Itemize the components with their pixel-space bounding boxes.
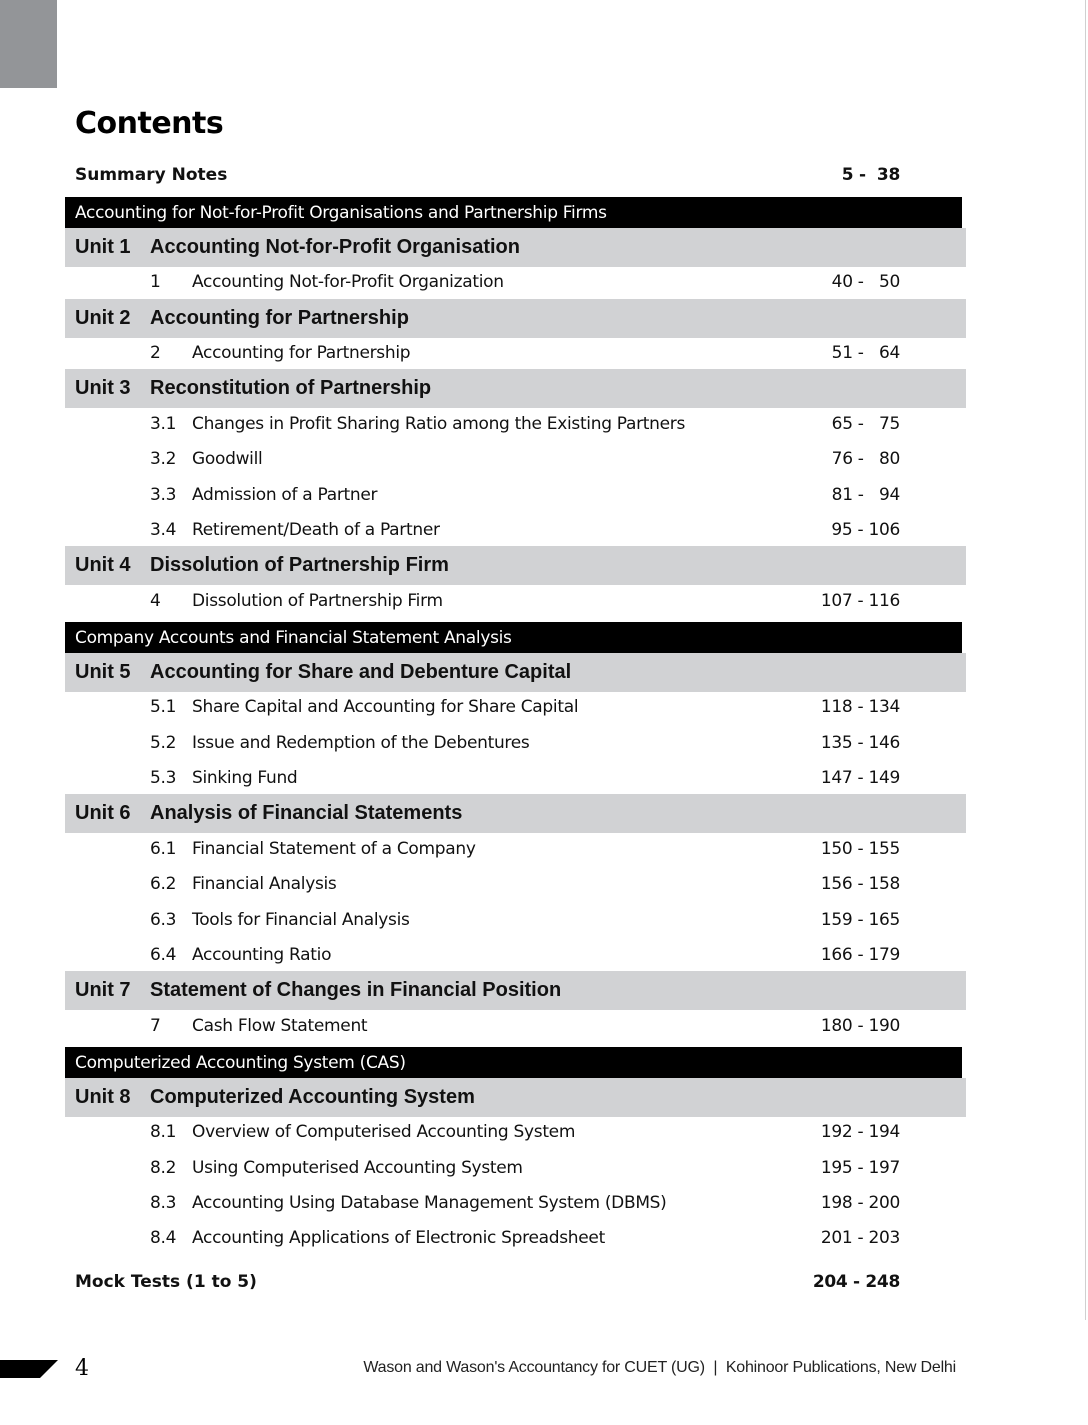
chapter-number: 8.4 bbox=[150, 1227, 177, 1248]
page-range: 156 - 158 bbox=[820, 873, 900, 894]
chapter-title: Changes in Profit Sharing Ratio among the Existing Partners bbox=[192, 413, 686, 434]
unit-row[interactable] bbox=[65, 299, 966, 338]
section-label: Accounting for Not-for-Profit Organisations and Partnership Firms bbox=[75, 202, 607, 223]
chapter-title: Accounting Not-for-Profit Organization bbox=[192, 271, 504, 292]
page-number: 4 bbox=[75, 1356, 89, 1381]
page-edge-rule bbox=[1085, 0, 1086, 1320]
chapter-title: Dissolution of Partnership Firm bbox=[192, 590, 443, 611]
chapter-title: Retirement/Death of a Partner bbox=[192, 519, 440, 540]
chapter-row[interactable] bbox=[65, 902, 966, 937]
section-header bbox=[65, 1047, 962, 1078]
page-range: 5 - 38 bbox=[841, 165, 900, 185]
chapter-row[interactable] bbox=[65, 866, 966, 901]
footer-credit: Wason and Wason's Accountancy for CUET (UG) | Kohinoor Publications, New Delhi bbox=[363, 1359, 956, 1376]
page-range: 166 - 179 bbox=[820, 944, 900, 965]
chapter-title: Accounting for Partnership bbox=[192, 342, 411, 363]
chapter-row[interactable] bbox=[65, 441, 966, 476]
unit-number: Unit 1 bbox=[75, 236, 131, 258]
chapter-number: 8.3 bbox=[150, 1192, 177, 1213]
chapter-row[interactable] bbox=[65, 937, 966, 972]
chapter-title: Overview of Computerised Accounting System bbox=[192, 1121, 576, 1142]
chapter-number: 3.3 bbox=[150, 484, 177, 505]
page-range: 195 - 197 bbox=[820, 1157, 900, 1178]
chapter-row[interactable] bbox=[65, 512, 966, 547]
unit-title: Accounting for Partnership bbox=[150, 307, 409, 329]
page-range: 40 - 50 bbox=[831, 271, 900, 292]
chapter-row[interactable] bbox=[65, 1185, 966, 1220]
chapter-title: Issue and Redemption of the Debentures bbox=[192, 732, 530, 753]
chapter-title: Admission of a Partner bbox=[192, 484, 378, 505]
chapter-number: 1 bbox=[150, 271, 161, 292]
page-range: 107 - 116 bbox=[820, 590, 900, 611]
chapter-title: Sinking Fund bbox=[192, 767, 298, 788]
entry-label: Summary Notes bbox=[75, 165, 228, 185]
corner-tab-decoration bbox=[0, 0, 57, 88]
unit-title: Analysis of Financial Statements bbox=[150, 802, 463, 824]
toc-entry-summary-notes[interactable] bbox=[65, 160, 966, 190]
unit-row[interactable] bbox=[65, 971, 966, 1010]
chapter-title: Accounting Applications of Electronic Spreadsheet bbox=[192, 1227, 605, 1248]
unit-number: Unit 7 bbox=[75, 979, 131, 1001]
page-range: 204 - 248 bbox=[812, 1272, 900, 1292]
chapter-number: 6.2 bbox=[150, 873, 177, 894]
chapter-row[interactable] bbox=[65, 335, 966, 370]
chapter-row[interactable] bbox=[65, 1114, 966, 1149]
page-range: 192 - 194 bbox=[820, 1121, 900, 1142]
chapter-number: 3.2 bbox=[150, 448, 177, 469]
chapter-title: Using Computerised Accounting System bbox=[192, 1157, 523, 1178]
chapter-row[interactable] bbox=[65, 1220, 966, 1255]
chapter-row[interactable] bbox=[65, 689, 966, 724]
chapter-row[interactable] bbox=[65, 1008, 966, 1043]
chapter-number: 8.1 bbox=[150, 1121, 177, 1142]
chapter-number: 3.4 bbox=[150, 519, 177, 540]
unit-title: Reconstitution of Partnership bbox=[150, 377, 432, 399]
page-range: 118 - 134 bbox=[820, 696, 900, 717]
unit-row[interactable] bbox=[65, 369, 966, 408]
section-header bbox=[65, 197, 962, 228]
chapter-number: 2 bbox=[150, 342, 161, 363]
chapter-number: 5.3 bbox=[150, 767, 177, 788]
unit-row[interactable] bbox=[65, 794, 966, 833]
chapter-title: Financial Statement of a Company bbox=[192, 838, 476, 859]
chapter-number: 8.2 bbox=[150, 1157, 177, 1178]
unit-number: Unit 2 bbox=[75, 307, 131, 329]
page-range: 201 - 203 bbox=[820, 1227, 900, 1248]
unit-number: Unit 5 bbox=[75, 661, 131, 683]
chapter-row[interactable] bbox=[65, 583, 966, 618]
page-range: 180 - 190 bbox=[820, 1015, 900, 1036]
unit-row[interactable] bbox=[65, 546, 966, 585]
chapter-title: Financial Analysis bbox=[192, 873, 337, 894]
page-range: 147 - 149 bbox=[820, 767, 900, 788]
toc-entry-mock-tests[interactable] bbox=[65, 1267, 966, 1297]
chapter-number: 4 bbox=[150, 590, 161, 611]
chapter-row[interactable] bbox=[65, 725, 966, 760]
chapter-title: Share Capital and Accounting for Share Capital bbox=[192, 696, 579, 717]
unit-row[interactable] bbox=[65, 653, 966, 692]
page-range: 159 - 165 bbox=[820, 909, 900, 930]
entry-label: Mock Tests (1 to 5) bbox=[75, 1272, 257, 1292]
unit-number: Unit 8 bbox=[75, 1086, 131, 1108]
chapter-number: 6.4 bbox=[150, 944, 177, 965]
unit-number: Unit 4 bbox=[75, 554, 131, 576]
page-range: 95 - 106 bbox=[831, 519, 900, 540]
section-label: Computerized Accounting System (CAS) bbox=[75, 1052, 406, 1073]
section-label: Company Accounts and Financial Statement Analysis bbox=[75, 627, 512, 648]
unit-title: Computerized Accounting System bbox=[150, 1086, 475, 1108]
unit-title: Accounting for Share and Debenture Capital bbox=[150, 661, 572, 683]
footer-bar-tip-decoration bbox=[40, 1360, 58, 1378]
page-range: 198 - 200 bbox=[820, 1192, 900, 1213]
chapter-number: 6.3 bbox=[150, 909, 177, 930]
page-range: 76 - 80 bbox=[831, 448, 900, 469]
footer-bar-decoration bbox=[0, 1360, 40, 1378]
chapter-title: Accounting Ratio bbox=[192, 944, 332, 965]
page-title: Contents bbox=[75, 106, 224, 141]
chapter-title: Tools for Financial Analysis bbox=[192, 909, 410, 930]
chapter-row[interactable] bbox=[65, 406, 966, 441]
unit-title: Statement of Changes in Financial Position bbox=[150, 979, 562, 1001]
chapter-number: 5.2 bbox=[150, 732, 177, 753]
chapter-row[interactable] bbox=[65, 760, 966, 795]
chapter-number: 3.1 bbox=[150, 413, 177, 434]
chapter-row[interactable] bbox=[65, 1150, 966, 1185]
unit-row[interactable] bbox=[65, 1078, 966, 1117]
chapter-number: 5.1 bbox=[150, 696, 177, 717]
unit-row[interactable] bbox=[65, 228, 966, 267]
chapter-number: 6.1 bbox=[150, 838, 177, 859]
chapter-title: Accounting Using Database Management System (DBMS) bbox=[192, 1192, 667, 1213]
chapter-title: Goodwill bbox=[192, 448, 263, 469]
page-range: 135 - 146 bbox=[820, 732, 900, 753]
unit-number: Unit 3 bbox=[75, 377, 131, 399]
page-range: 81 - 94 bbox=[831, 484, 900, 505]
unit-number: Unit 6 bbox=[75, 802, 131, 824]
chapter-row[interactable] bbox=[65, 264, 966, 299]
chapter-row[interactable] bbox=[65, 831, 966, 866]
section-header bbox=[65, 622, 962, 653]
page-range: 51 - 64 bbox=[831, 342, 900, 363]
page-range: 65 - 75 bbox=[831, 413, 900, 434]
page-range: 150 - 155 bbox=[820, 838, 900, 859]
chapter-number: 7 bbox=[150, 1015, 161, 1036]
chapter-title: Cash Flow Statement bbox=[192, 1015, 368, 1036]
chapter-row[interactable] bbox=[65, 477, 966, 512]
unit-title: Dissolution of Partnership Firm bbox=[150, 554, 449, 576]
unit-title: Accounting Not-for-Profit Organisation bbox=[150, 236, 520, 258]
